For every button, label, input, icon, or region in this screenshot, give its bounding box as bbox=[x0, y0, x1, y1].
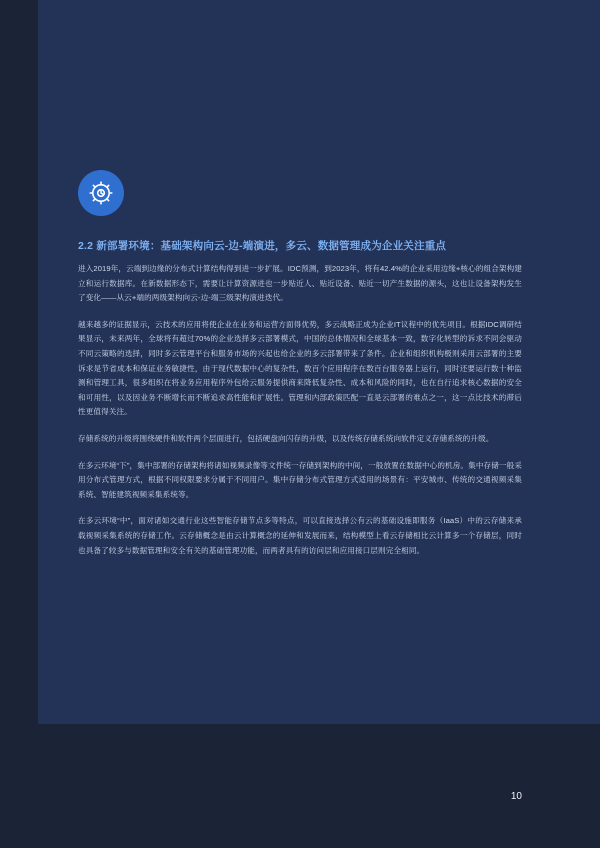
paragraph: 越来越多的证据显示，云技术的应用将使企业在业务和运营方面得优势，多云战略正成为企业IT议程中的优先项目。根据IDC调研结果显示，未来两年，全球将有超过70%的企业选择多云部署模式，中国的总体情况和全球基本一致，数字化转型的诉求不同会驱动不同云策略的选择，同时多云管理平台和服务市场的兴起也给企业的多云部署带来了条件。企业和组织机构极则采用云部署的主要诉求是节省成本和保证业务敏捷性，由于现代数据中心的复杂性，数百个应用程序在数百台服务器上运行，同时还要运行数十种监测和管理工具，很多组织在将业务应用程序外包给云服务提供商来降低复杂性、成本和风险的同时，也在自行追求核心数据的安全和可用性，以及因业务不断增长而不断追求高性能和扩展性。管理和内部政策匹配一直是云部署的难点之一，这一点比技术的滞后性更值得关注。 bbox=[78, 319, 522, 417]
section-heading: 2.2 新部署环境：基础架构向云-边-端演进，多云、数据管理成为企业关注重点 bbox=[78, 240, 447, 252]
body-copy bbox=[78, 262, 522, 570]
gear-icon bbox=[88, 180, 114, 206]
page-content bbox=[78, 0, 522, 848]
page-number: 10 bbox=[510, 791, 522, 802]
section-badge bbox=[78, 170, 124, 216]
paragraph: 在多云环境“下”，集中部署的存储架构将诸如视频录像等文件统一存储到架构的中间，一般放置在数据中心的机房。集中存储一般采用分布式管理方式，根据不同权限要求分属于不同用户。集中存储分布式管理方式适用的场景有：平安城市、传统的交通视频采集系统、智能建筑视频采集系统等。 bbox=[78, 460, 522, 499]
paragraph: 存储系统的升级将围绕硬件和软件两个层面进行，包括硬盘向闪存的升级，以及传统存储系统向软件定义存储系统的升级。 bbox=[78, 433, 494, 443]
paragraph: 在多云环境“中”，面对诸如交通行业这些智能存储节点多等特点，可以直接选择公有云的基础设施即服务（IaaS）中的云存储来承载视频采集系统的存储工作。云存储概念是由云计算概念的延伸和发展而来，结构模型上看云存储相比云计算多一个存储层，同时也具备了较多与数据管理和安全有关的基础管理功能，而两者具有的访问层和应用接口层则完全相同。 bbox=[78, 516, 522, 555]
page-left-gutter bbox=[0, 0, 38, 848]
paragraph: 进入2019年，云端到边缘的分布式计算结构得到进一步扩展。IDC预测，到2023年，将有42.4%的企业采用边缘+核心的组合架构建立和运行数据库。在新数据形态下，需要让计算资源进也一步贴近人、贴近设备、贴近一切产生数据的源头，这也让设备架构发生了变化——从云+端的两级架构向云-边-端三级架构演进迭代。 bbox=[78, 264, 522, 303]
